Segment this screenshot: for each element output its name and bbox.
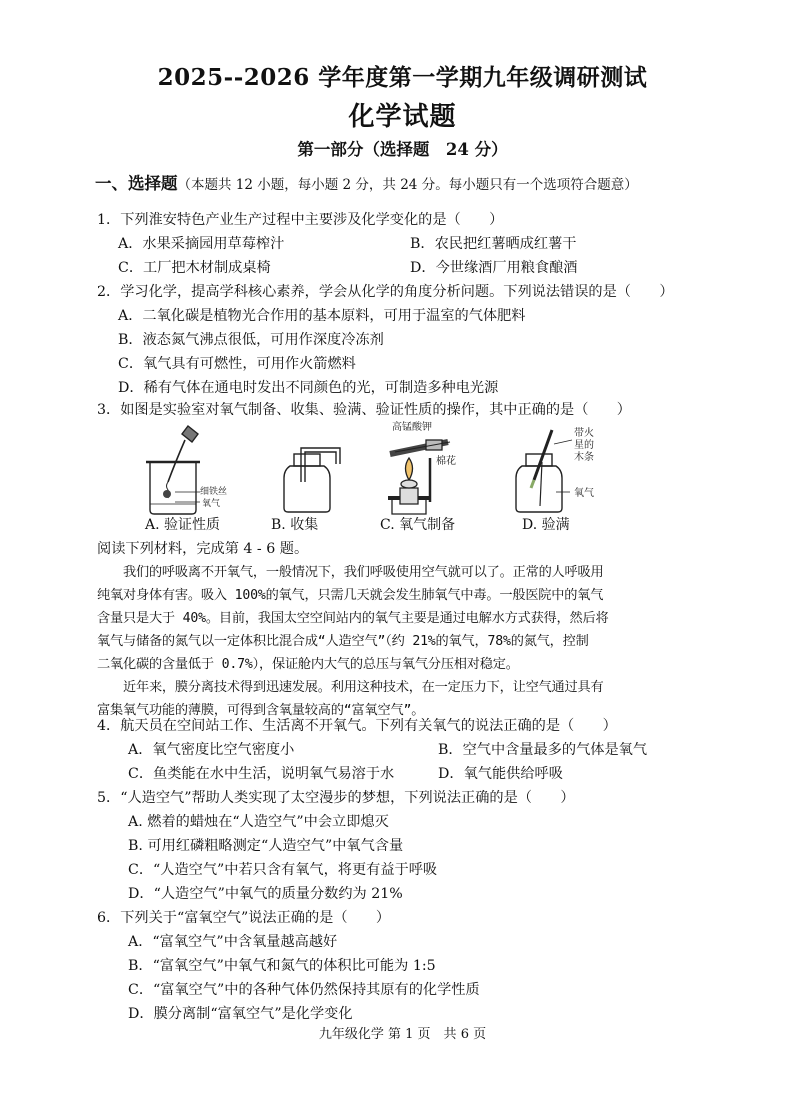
- q6-option-d: D．膜分离制“富氧空气”是化学变化: [128, 1006, 353, 1022]
- label-oxygen-d: 氧气: [574, 488, 594, 499]
- part-title: 第一部分（选择题 24 分）: [297, 140, 508, 159]
- section-note: （本题共 12 小题，每小题 2 分，共 24 分。每小题只有一个选项符合题意）: [177, 177, 638, 193]
- figure-a-iron-wire-combustion: [146, 426, 200, 514]
- q3-label-a: A. 验证性质: [145, 517, 221, 533]
- subject-title: 化学试题: [348, 102, 457, 132]
- reading-p1-line4: 氧气与储备的氮气以一定体积比混合成“人造空气”（约 21%的氧气，78%的氮气，控制: [97, 634, 589, 649]
- q4-option-b: B．空气中含量最多的气体是氧气: [438, 742, 648, 758]
- exam-title: 2025--2026 学年度第一学期九年级调研测试: [157, 64, 648, 91]
- q5-stem: 5．“人造空气”帮助人类实现了太空漫步的梦想，下列说法正确的是（ ）: [97, 790, 575, 806]
- label-splint-2: 星的: [574, 440, 594, 451]
- q1-option-a: A．水果采摘园用草莓榨汁: [118, 236, 285, 252]
- q2-option-b: B．液态氮气沸点很低，可用作深度冷冻剂: [118, 332, 384, 348]
- label-iron-wire: 细铁丝: [200, 487, 228, 497]
- q2-option-d: D．稀有气体在通电时发出不同颜色的光，可制造多种电光源: [118, 380, 499, 396]
- q5-option-a: A. 燃着的蜡烛在“人造空气”中会立即熄灭: [128, 814, 389, 830]
- q6-option-b: B．“富氧空气”中氧气和氮气的体积比可能为 1:5: [128, 958, 436, 974]
- label-oxygen-a: 氧气: [202, 499, 221, 509]
- section-heading-row: [95, 176, 638, 193]
- section-heading: 一、选择题: [95, 174, 178, 193]
- reading-p1-line2: 纯氧对身体有害。吸入 100%的氧气，只需几天就会发生肺氧气中毒。一般医院中的氧气: [97, 588, 604, 603]
- q2-option-a: A．二氧化碳是植物光合作用的基本原料，可用于温室的气体肥料: [118, 308, 526, 324]
- q2-option-c: C．氧气具有可燃性，可用作火箭燃料: [118, 356, 356, 372]
- q3-label-d: D. 验满: [522, 517, 570, 533]
- q6-option-a: A．“富氧空气”中含氧量越高越好: [128, 934, 338, 950]
- reading-p2-line2: 富集氧气功能的薄膜，可得到含氧量较高的“富氧空气”。: [97, 703, 425, 718]
- q3-stem: 3．如图是实验室对氧气制备、收集、验满、验证性质的操作，其中正确的是（ ）: [97, 402, 631, 418]
- q5-option-d: D．“人造空气”中氧气的质量分数约为 21%: [128, 886, 403, 902]
- figure-c-oxygen-preparation: [388, 440, 450, 514]
- label-cotton: 棉花: [436, 456, 456, 467]
- reading-p1-line1: 我们的呼吸离不开氧气，一般情况下，我们呼吸使用空气就可以了。正常的人呼吸用: [97, 565, 604, 580]
- reading-p1-line5: 二氧化碳的含量低于 0.7%），保证舱内大气的总压与氧气分压相对稳定。: [97, 657, 519, 672]
- q4-stem: 4．航天员在空间站工作、生活离不开氧气。下列有关氧气的说法正确的是（ ）: [97, 718, 617, 734]
- q3-label-b: B. 收集: [271, 517, 319, 533]
- reading-p2-line1: 近年来，膜分离技术得到迅速发展。利用这种技术，在一定压力下，让空气通过具有: [97, 680, 604, 695]
- q5-option-b: B. 可用红磷粗略测定“人造空气”中氧气含量: [128, 838, 404, 854]
- reading-p1-line3: 含量只是大于 40%。目前，我国太空空间站内的氧气主要是通过电解水方式获得，然后将: [97, 611, 609, 626]
- q1-option-b: B．农民把红薯晒成红薯干: [410, 236, 577, 252]
- q1-option-c: C．工厂把木材制成桌椅: [118, 260, 271, 276]
- label-splint-3: 木条: [574, 452, 594, 463]
- figure-b-gas-collection: [284, 448, 340, 512]
- q4-option-c: C．鱼类能在水中生活，说明氧气易溶于水: [128, 766, 395, 782]
- q1-stem: 1．下列淮安特色产业生产过程中主要涉及化学变化的是（ ）: [97, 212, 504, 228]
- label-splint-1: 带火: [574, 428, 594, 439]
- q4-option-d: D．氧气能供给呼吸: [438, 766, 563, 782]
- figure-d-full-test: [516, 430, 572, 512]
- q1-option-d: D．今世缘酒厂用粮食酿酒: [410, 260, 578, 276]
- q6-option-c: C．“富氧空气”中的各种气体仍然保持其原有的化学性质: [128, 982, 480, 998]
- q3-apparatus-figure: [130, 418, 650, 518]
- q5-option-c: C．“人造空气”中若只含有氧气，将更有益于呼吸: [128, 862, 438, 878]
- q3-label-c: C. 氧气制备: [380, 517, 456, 533]
- q2-stem: 2．学习化学，提高学科核心素养，学会从化学的角度分析问题。下列说法错误的是（ ）: [97, 284, 674, 300]
- q6-stem: 6．下列关于“富氧空气”说法正确的是（ ）: [97, 910, 391, 926]
- q4-option-a: A．氧气密度比空气密度小: [128, 742, 295, 758]
- label-kmno4: 高锰酸钾: [392, 422, 432, 433]
- page-footer: 九年级化学 第 1 页 共 6 页: [318, 1027, 487, 1042]
- reading-intro: 阅读下列材料，完成第 4 - 6 题。: [97, 541, 309, 557]
